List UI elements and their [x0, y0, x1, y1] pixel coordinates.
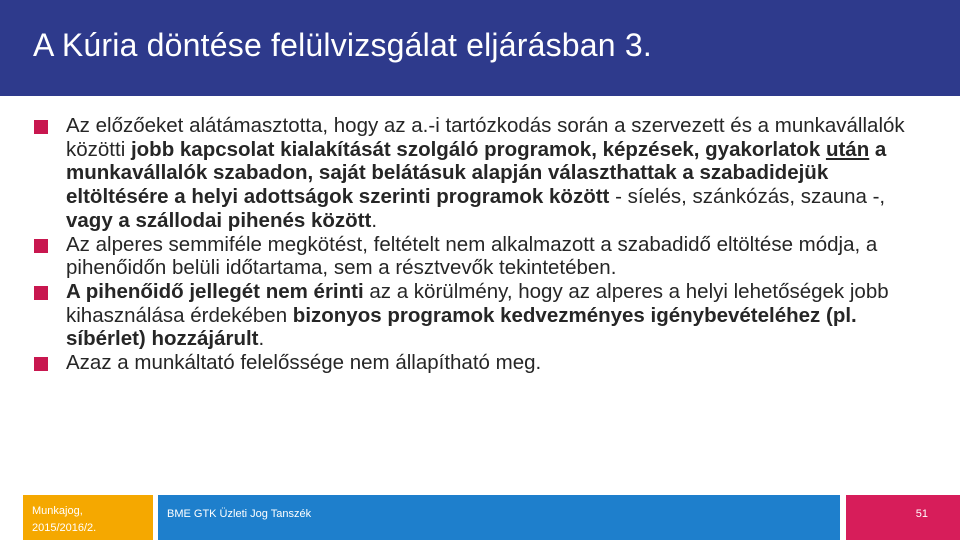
bullet-text: az a körülmény, hogy az alperes a helyi lehetőségek jobb kihasználása érdekében — [66, 279, 889, 327]
bullet-text: . — [371, 208, 378, 232]
bullet-text: . — [258, 327, 265, 351]
bullet-item — [34, 280, 934, 351]
bullet-item — [34, 351, 934, 375]
footer-page-box — [846, 495, 960, 540]
title-bar — [0, 0, 960, 96]
bullet-text-bold: a munkavállalók szabadon, saját belátásuk alapján választhattak a szabadidejük eltöltésére a helyi adottságok szerinti programok között — [66, 137, 887, 209]
bullet-item — [34, 233, 934, 280]
bullet-text: Az előzőeket alátámasztotta, hogy az a.-i tartózkodás során a szervezett és a munkavállalók közötti — [66, 114, 905, 161]
bullet-text-bold: jobb kapcsolat kialakítását szolgáló programok, képzések, gyakorlatok — [130, 137, 826, 161]
footer-department-box — [158, 495, 840, 540]
bullet-text: - síelés, szánkózás, szauna -, — [609, 185, 886, 209]
bullet-text-bold-underlined: után — [825, 137, 870, 161]
bullet-text: Azaz a munkáltató felelőssége nem állapítható meg. — [66, 351, 542, 375]
bullet-square-icon — [34, 286, 48, 300]
bullet-text-bold: vagy a szállodai pihenés között — [66, 208, 372, 232]
bullet-text-bold: A pihenőidő jellegét nem érinti — [66, 279, 364, 303]
bullet-square-icon — [34, 357, 48, 371]
footer-department: BME GTK Üzleti Jog Tanszék — [167, 508, 312, 520]
footer-course-box — [23, 495, 153, 540]
bullet-square-icon — [34, 239, 48, 253]
footer-course-name: Munkajog, — [32, 505, 83, 517]
bullet-text: Az alperes semmiféle megkötést, feltételt nem alkalmazott a szabadidő eltöltése módja, a pihenőidőn belüli időtartama, sem a résztvevők tekintetében. — [66, 232, 878, 280]
footer-course-text — [32, 503, 96, 537]
slide-title: A Kúria döntése felülvizsgálat eljárásban 3. — [33, 27, 652, 63]
slide-content — [34, 114, 934, 375]
footer-semester: 2015/2016/2. — [32, 522, 97, 534]
page-number: 51 — [915, 508, 928, 520]
bullet-square-icon — [34, 120, 48, 134]
bullet-text-bold: bizonyos programok kedvezményes igénybevételéhez (pl. síbérlet) hozzájárult — [66, 303, 857, 351]
bullet-item — [34, 114, 934, 233]
